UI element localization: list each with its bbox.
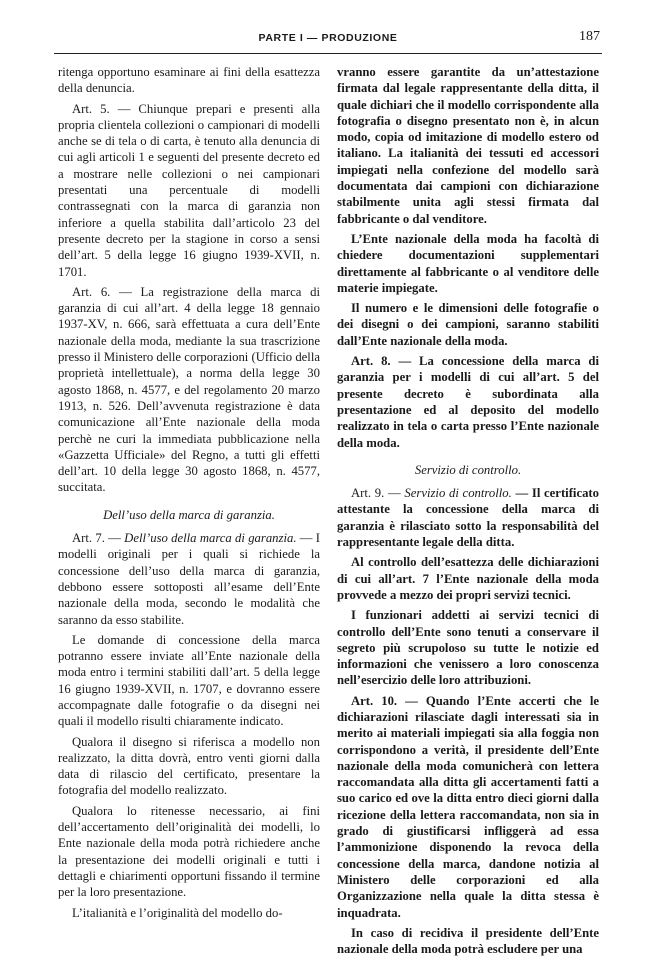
article-6: Art. 6. — La registrazione della marca di garanzia di cui all’art. 4 della legge 18 gennaio 1937-XV, n. 666, sarà effettuata a cura dell’Ente nazionale della moda, mediante la sua trascrizione presso il Ministero delle corporazioni (Ufficio della proprietà intellettuale), a norma della legge 30 agosto 1868, n. 4577, e del regolamento 20 marzo 1913, n. 526. Dell’avvenuta registrazione è data comunicazione all’Ente nazionale della moda perchè ne curi la immediata pubblicazione nella «Gazzetta Ufficiale» del Regno, a tutti gli effetti dell’art. 10 della legge 30 agosto 1868, n. 4577, succitata. bbox=[58, 284, 320, 495]
article-7-number: Art. 7. — bbox=[72, 531, 125, 546]
paragraph: I funzionari addetti ai servizi tecnici di controllo dell’Ente sono tenuti a conservare il segreto più scrupoloso su tutte le notizie ed informazioni che venissero a loro conoscenza nell’esercizio delle loro attribuzioni. bbox=[337, 608, 599, 688]
article-9-text: — Il certificato attestante la concessione della marca di garanzia è rilasciato sotto la responsabilità del rappresentante legale della ditta. bbox=[337, 486, 599, 550]
paragraph: In caso di recidiva il presidente dell’Ente nazionale della moda potrà escludere per una bbox=[337, 925, 599, 957]
running-title: PARTE I — PRODUZIONE bbox=[258, 32, 398, 44]
article-7-text: — I modelli originali per i quali si richiede la concessione dell’uso della marca di garanzia, debbono essere sottoposti all’esame dell’Ente nazionale della moda, secondo le modalità che saranno da esso stabilite. bbox=[58, 531, 321, 627]
page-header bbox=[56, 29, 600, 50]
paragraph: Le domande di concessione della marca potranno essere inviate all’Ente nazionale della moda entro i termini stabiliti dall’art. 5 della legge 16 giugno 1939-XVII, n. 1707, e dovranno essere accompagnate dalle fotografie o da disegni nei quali il modello risulti chiaramente indicato. bbox=[58, 632, 320, 729]
article-10: Art. 10. — Quando l’Ente accerti che le dichiarazioni rilasciate dagli interessati sia in merito ai materiali impiegati sia alla foggia non corrispondono a verità, il presidente dell’Ente nazionale della moda comunicherà con lettera raccomandata alla ditta gli accertamenti fatti a suo carico ed ove la ditta entro dieci giorni dalla ricezione della lettera raccomandata, non sia in grado di giustificarsi infliggerà ad essa l’ammonizione disponendo la revoca della concessione della marca, dandone notizia al Ministero delle corporazioni ed alla Organizzazione nella quale la ditta stessa è inquadrata. bbox=[337, 693, 599, 920]
article-7-runin-title: Dell’uso della marca di garanzia. bbox=[124, 531, 297, 546]
paragraph: L’Ente nazionale della moda ha facoltà di chiedere documentazioni supplementari direttamente al fabbricante o al venditore delle materie impiegate. bbox=[337, 231, 599, 295]
article-9 bbox=[337, 485, 599, 550]
paragraph: vranno essere garantite da un’attestazione firmata dal legale rappresentante della ditta, il quale dichiari che il modello corrispondente alla fotografia o disegno presentato non è, in alcun modo, copia od imitazione di modello estero od italiano. La italianità dei tessuti ed accessori impiegati nella confezione del modello sarà documentata dai campioni con dichiarazione stabilmente unita agli stessi firmata dal fabbricante o dal venditore. bbox=[337, 65, 599, 226]
paragraph: ritenga opportuno esaminare ai fini della esattezza della denuncia. bbox=[58, 65, 320, 96]
article-9-runin-title: Servizio di controllo. bbox=[404, 486, 512, 501]
page-number: 187 bbox=[579, 29, 600, 44]
article-7 bbox=[58, 530, 320, 628]
section-heading-controllo: Servizio di controllo. bbox=[414, 462, 522, 477]
article-8: Art. 8. — La concessione della marca di garanzia per i modelli di cui all’art. 5 del presente decreto è subordinata alla presentazione ed al deposito del modello realizzato in tela o carta presso l’Ente nazionale della moda. bbox=[337, 354, 599, 450]
paragraph: L’italianità e l’originalità del modello do- bbox=[72, 905, 283, 920]
paragraph: Qualora il disegno si riferisca a modello non realizzato, la ditta dovrà, entro venti giorni dalla data di rilascio del certificato, presentare la fotografia del modello realizzato. bbox=[58, 734, 320, 798]
right-column bbox=[337, 64, 599, 961]
paragraph: Al controllo dell’esattezza delle dichiarazioni di cui all’art. 7 l’Ente nazionale della moda provvede a mezzo dei propri servizi tecnici. bbox=[337, 555, 599, 602]
section-heading-marca: Dell’uso della marca di garanzia. bbox=[103, 507, 275, 522]
paragraph: Qualora lo ritenesse necessario, ai fini dell’accertamento dell’originalità dei modelli, lo Ente nazionale della moda potrà richiedere anche la presentazione dei modelli originali e tutti i dettagli e chiarimenti opportuni fissando il termine per la loro presentazione. bbox=[58, 803, 320, 900]
left-column bbox=[58, 64, 320, 925]
article-5: Art. 5. — Chiunque prepari e presenti alla propria clientela collezioni o campionari di modelli anche se di tela o di carta, è tenuto alla denuncia di cui agli articoli 1 e seguenti del presente decreto ed a mostrare nelle collezioni o nei campionari presentati una percentuale di modelli contrassegnati con la marca di garanzia non inferiore a quella stabilita dall’articolo 23 del presente decreto per la stagione in corso a sensi dell’art. 5 della legge 16 giugno 1939-XVII, n. 1701. bbox=[58, 101, 320, 279]
header-rule bbox=[54, 53, 602, 54]
paragraph: Il numero e le dimensioni delle fotografie o dei disegni o dei campioni, saranno stabiliti dall’Ente nazionale della moda. bbox=[337, 301, 599, 348]
article-9-number: Art. 9. — bbox=[351, 486, 405, 501]
